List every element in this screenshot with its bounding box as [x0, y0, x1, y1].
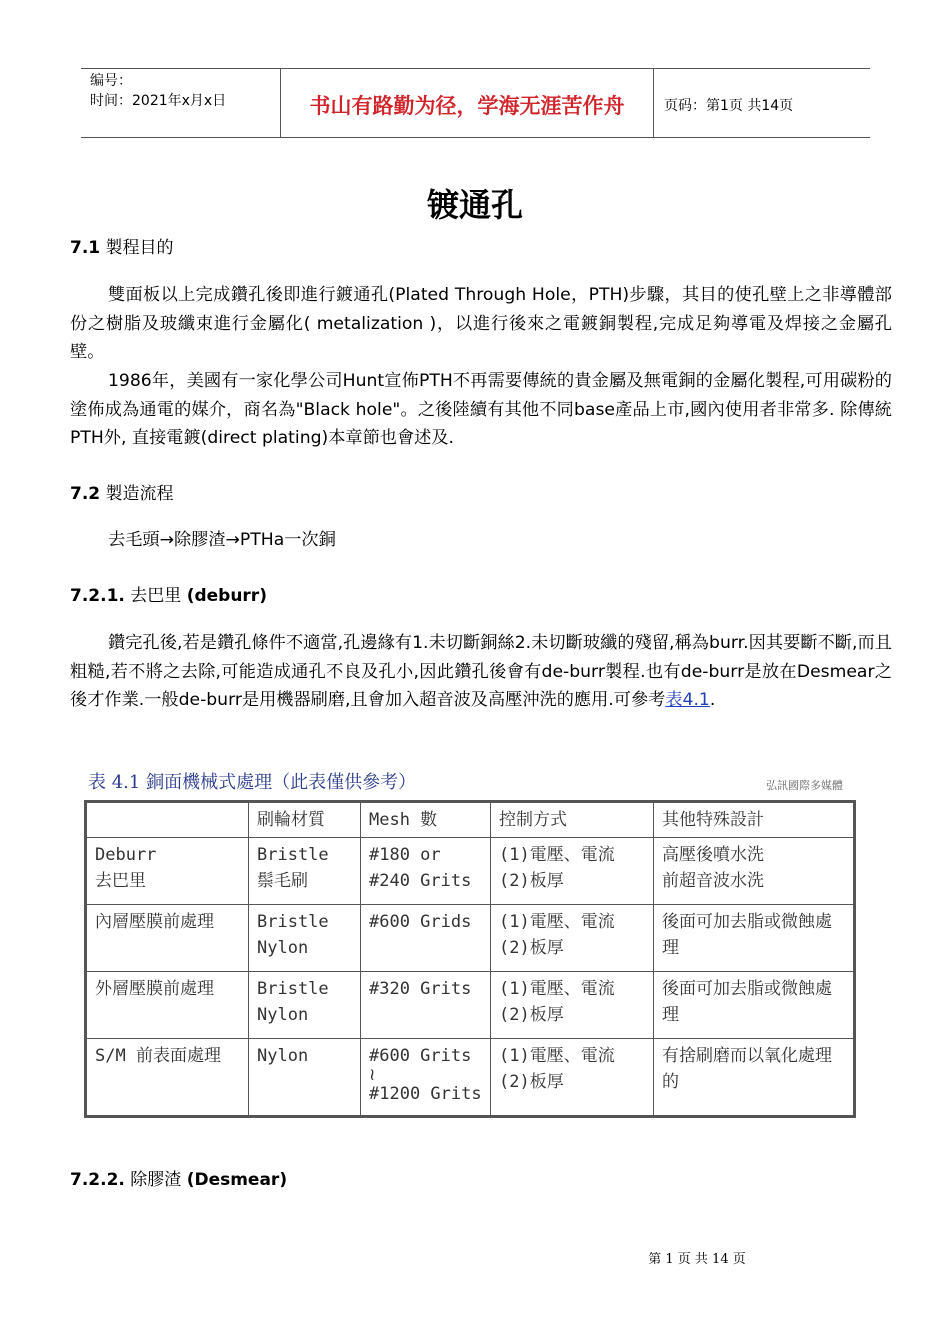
header-page-info: 页码：第1页 共14页	[664, 98, 794, 114]
table-cell: 高壓後噴水洗 前超音波水洗	[654, 838, 855, 905]
table-cell: #180 or #240 Grits	[361, 838, 491, 905]
table-caption: 表 4.1 銅面機械式處理（此表僅供參考）	[88, 772, 417, 793]
table-cell: Bristle Nylon	[249, 905, 361, 972]
header-number-label: 编号：	[90, 73, 132, 89]
table-cell: Deburr 去巴里	[86, 838, 249, 905]
section-title: 除膠渣	[124, 1170, 187, 1190]
table-row	[86, 905, 855, 972]
paragraph-pth-purpose: 雙面板以上完成鑽孔後即進行鍍通孔(Plated Through Hole，PTH)步驟，其目的使孔壁上之非導體部份之樹脂及玻纖束進行金屬化( metalization )，以進行後來之電鍍銅製程,完成足夠導電及焊接之金屬孔壁。	[70, 285, 892, 362]
section-7-2-1-heading	[70, 581, 267, 606]
table-4-1-link[interactable]: 表4.1	[665, 690, 710, 710]
header-motto: 书山有路勤为径，学海无涯苦作舟	[281, 69, 654, 137]
section-number: 7.2	[70, 484, 101, 504]
table-cell: 內層壓膜前處理	[86, 905, 249, 972]
table-row	[86, 972, 855, 1039]
section-number: 7.1	[70, 238, 101, 258]
table-cell: (1)電壓、電流 (2)板厚	[491, 972, 654, 1039]
table-cell: 有捨刷磨而以氧化處理的	[654, 1039, 855, 1117]
header-meta	[81, 69, 281, 137]
section-title-en: (deburr)	[186, 586, 267, 606]
page-footer: 第 1 页 共 14 页	[648, 1252, 746, 1267]
table-header-cell: 其他特殊設計	[654, 802, 855, 838]
section-number: 7.2.1.	[70, 586, 125, 606]
section-7-2-heading	[70, 479, 174, 504]
table-cell: Nylon	[249, 1039, 361, 1117]
table-cell: S/M 前表面處理	[86, 1039, 249, 1117]
section-7-1-heading	[70, 233, 174, 258]
section-title: 製造流程	[100, 484, 174, 504]
table-cell: #600 Grids	[361, 905, 491, 972]
process-flow-text: 去毛頭→除膠渣→PTHa一次銅	[108, 530, 336, 550]
table-cell: 後面可加去脂或微蝕處理	[654, 905, 855, 972]
table-source: 弘訊國際多媒體	[766, 779, 843, 792]
table-header-cell	[86, 802, 249, 838]
table-row	[86, 838, 855, 905]
table-cell: #600 Grits ≀ #1200 Grits	[361, 1039, 491, 1117]
table-cell: Bristle 鬃毛刷	[249, 838, 361, 905]
paragraph-deburr	[70, 629, 892, 715]
table-row	[86, 1039, 855, 1117]
table-header-cell: 刷輪材質	[249, 802, 361, 838]
table-cell: 後面可加去脂或微蝕處理	[654, 972, 855, 1039]
section-number: 7.2.2.	[70, 1170, 125, 1190]
table-header-cell: 控制方式	[491, 802, 654, 838]
page-header	[81, 68, 870, 138]
section-title: 製程目的	[100, 238, 174, 258]
paragraph-black-hole: 1986年，美國有一家化學公司Hunt宣佈PTH不再需要傳統的貴金屬及無電銅的金屬化製程,可用碳粉的塗佈成為通電的媒介，商名為"Black hole"。之後陸續有其他不同base產品上市,國內使用者非常多. 除傳統PTH外, 直接電鍍(direct plating)本章節也會述及.	[70, 371, 892, 448]
table-cell: #320 Grits	[361, 972, 491, 1039]
table-cell: (1)電壓、電流 (2)板厚	[491, 838, 654, 905]
table-header-cell: Mesh 數	[361, 802, 491, 838]
deburr-text: 鑽完孔後,若是鑽孔條件不適當,孔邊緣有1.未切斷銅絲2.未切斷玻纖的殘留,稱為burr.因其要斷不斷,而且粗糙,若不將之去除,可能造成通孔不良及孔小,因此鑽孔後會有de-burr製程.也有de-burr是放在Desmear之後才作業.一般de-burr是用機器刷磨,且會加入超音波及高壓沖洗的應用.可參考	[70, 633, 892, 710]
section-7-2-2-heading	[70, 1165, 287, 1190]
table-header-row	[86, 802, 855, 838]
table-cell: (1)電壓、電流 (2)板厚	[491, 905, 654, 972]
section-title-en: (Desmear)	[186, 1170, 288, 1190]
mechanical-treatment-table	[84, 800, 856, 1118]
table-cell: Bristle Nylon	[249, 972, 361, 1039]
header-time-label: 时间：2021年x月x日	[90, 93, 227, 109]
deburr-text-end: .	[709, 690, 716, 710]
section-title: 去巴里	[124, 586, 187, 606]
table-cell: (1)電壓、電流 (2)板厚	[491, 1039, 654, 1117]
document-title: 镀通孔	[426, 186, 523, 224]
table-cell: 外層壓膜前處理	[86, 972, 249, 1039]
